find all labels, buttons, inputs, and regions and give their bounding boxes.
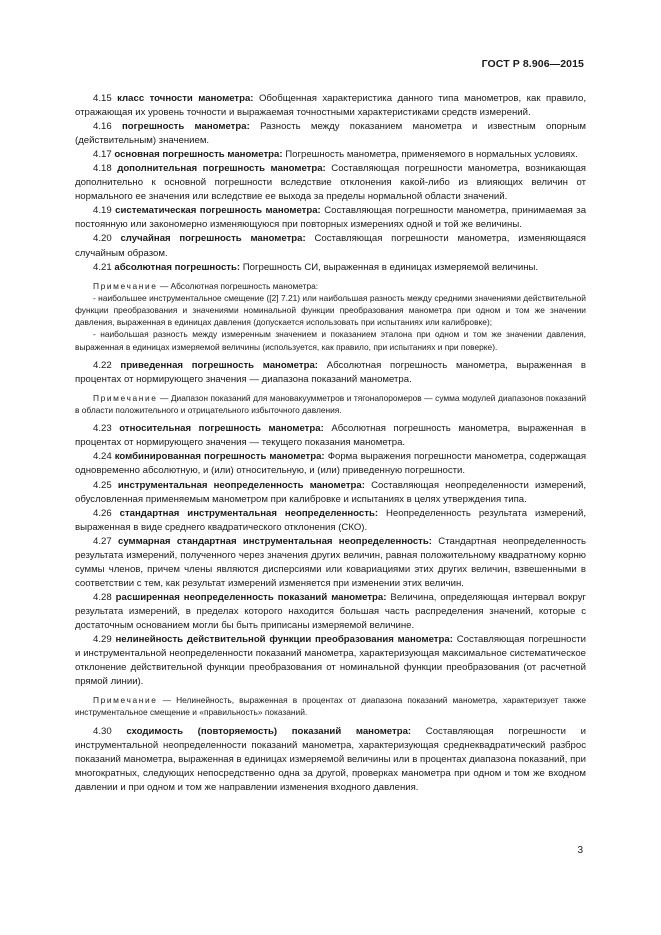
term: дополнительная погрешность манометра:: [117, 163, 326, 175]
clause-4-21: 4.21 абсолютная погрешность: Погрешность СИ, выраженная в единицах измеряемой величины.: [93, 261, 539, 273]
clause-4-27: 4.27 суммарная стандартная инструментальная неопределенность: Стандартная неопределенность результата измерений, полученного через значения других величин, равная положительному квадратному корню суммы членов, причем члены являются дисперсиями или ковариациями этих других величин, взвешенными в соответствии с тем, как результат измерений изменяется при изменении этих величин.: [75, 535, 586, 589]
note-4-22: Примечание — Диапазон показаний для мановакуумметров и тягонапоромеров — сумма модулей диапазонов показаний в области положительного и отрицательного избыточного давления.: [75, 392, 586, 416]
note-bullet: - наибольшая разность между измеренным значением и показанием эталона при одном и том же значении давления, выраженная в единицах измеряемой величины (используется, как правило, при испытаниях и при поверке).: [75, 329, 586, 352]
note-4-21: Примечание — Абсолютная погрешность манометра:: [93, 280, 319, 291]
note-4-29: Примечание — Нелинейность, выраженная в процентах от диапазона показаний манометра, характеризует также инструментальное смещение и «правильность» показаний.: [75, 695, 586, 718]
clause-4-20: 4.20 случайная погрешность манометра: Составляющая погрешности манометра, изменяющаяся случайным образом.: [75, 233, 586, 259]
term: абсолютная погрешность:: [114, 261, 241, 273]
term: относительная погрешность манометра:: [119, 423, 324, 435]
document-code: ГОСТ Р 8.906—2015: [481, 58, 584, 70]
document-body: [75, 92, 586, 795]
clause-4-22: 4.22 приведенная погрешность манометра: Абсолютная погрешность манометра, выраженная в процентах от нормирующего значения — диапазона показаний манометра.: [75, 359, 586, 385]
clause-4-28: 4.28 расширенная неопределенность показаний манометра: Величина, определяющая интервал вокруг результата измерений, в пределах которого находится большая часть распределения значений, которые с достаточным основанием могли бы быть приписаны измеряемой величине.: [75, 591, 586, 631]
clause-4-25: 4.25 инструментальная неопределенность манометра: Составляющая неопределенности измерений, обусловленная применяемым манометром при калибровке и испытаниях в целях утверждения типа.: [75, 479, 587, 505]
clause-4-17: 4.17 основная погрешность манометра: Погрешность манометра, применяемого в нормальных условиях.: [93, 149, 578, 161]
term: нелинейность действительной функции преобразования манометра:: [115, 634, 453, 646]
clause-4-18: 4.18 дополнительная погрешность манометра: Составляющая погрешности манометра, возникающая дополнительно к основной погрешности вследствие отклонения какой-либо из влияющих величин от нормального ее значения или вследствие ее выхода за пределы нормальной области значений.: [75, 163, 587, 203]
note-bullet: - наибольшее инструментальное смещение ([2] 7.21) или наибольшая разность между средними значениями действительной функции преобразования и значениями номинальной функции преобразования манометра при одном и том же значении давления, выраженная в единицах давления (допускается использовать при испытаниях или калибровке);: [75, 292, 586, 328]
clause-4-24: 4.24 комбинированная погрешность манометра: Форма выражения погрешности манометра, содержащая одновременно абсолютную, и (или) относительную, и (или) приведенную погрешности.: [75, 451, 587, 477]
term: класс точности манометра:: [117, 93, 254, 104]
term: инструментальная неопределенность манометра:: [117, 479, 365, 491]
term: случайная погрешность манометра:: [120, 233, 306, 245]
clause-4-29: 4.29 нелинейность действительной функции преобразования манометра: Составляющая погрешности и инструментальной неопределенности показаний манометра, характеризующая максимальное систематическое отклонение действительной функции преобразования от номинальной функции преобразования (от расчетной прямой линии).: [75, 634, 587, 688]
page-number: 3: [577, 845, 583, 856]
term: систематическая погрешность манометра:: [115, 205, 321, 217]
term: суммарная стандартная инструментальная неопределенность:: [117, 535, 432, 547]
clause-4-15: 4.15 класс точности манометра: Обобщенная характеристика данного типа манометров, как правило, отражающая их уровень точности и выражаемая точностными характеристиками средств измерений.: [75, 93, 586, 119]
clause-4-19: 4.19 систематическая погрешность манометра: Составляющая погрешности манометра, принимаемая за постоянную или закономерно изменяющуюся при повторных измерениях одной и той же величины.: [75, 205, 587, 231]
term: сходимость (повторяемость) показаний манометра:: [126, 725, 412, 737]
clause-4-16: 4.16 погрешность манометра: Разность между показанием манометра и известным опорным (действительным) значением.: [75, 121, 587, 147]
term: расширенная неопределенность показаний манометра:: [115, 591, 387, 603]
term: стандартная инструментальная неопределенность:: [119, 507, 379, 519]
term: комбинированная погрешность манометра:: [114, 451, 325, 463]
term: приведенная погрешность манометра:: [120, 359, 318, 371]
clause-4-26: 4.26 стандартная инструментальная неопределенность: Неопределенность результата измерений, выраженная в виде среднего квадратического отклонения (СКО).: [75, 507, 587, 533]
term: погрешность манометра:: [121, 121, 250, 133]
clause-4-23: 4.23 относительная погрешность манометра: Абсолютная погрешность манометра, выраженная в процентах от нормирующего значения — текущего показания манометра.: [75, 423, 586, 449]
clause-4-30: 4.30 сходимость (повторяемость) показаний манометра: Составляющая погрешности и инструментальной неопределенности показаний манометра, характеризующая среднеквадратический разброс показаний манометра, выраженная в единицах измеряемой величины или в процентах диапазона показаний, при многократных, следующих непосредственно одна за другой, проверках манометра при одном и том же входном давлении и при одном и том же направлении изменения входного давления.: [75, 725, 586, 793]
term: основная погрешность манометра:: [114, 149, 283, 161]
